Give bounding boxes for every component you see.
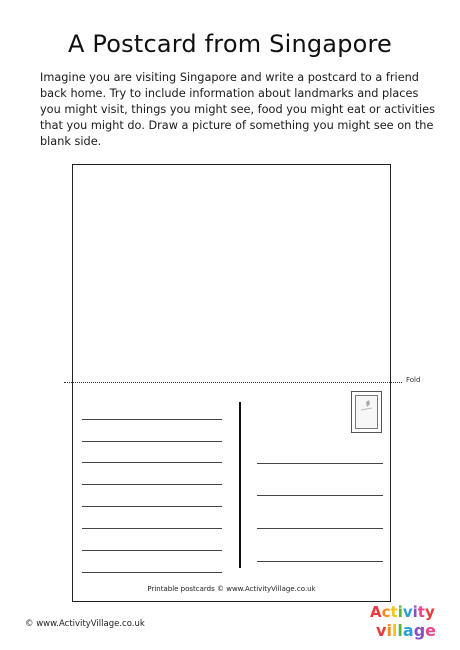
activity-village-logo	[368, 600, 448, 640]
footer-url: © www.ActivityVillage.co.uk	[25, 619, 145, 629]
message-divider	[239, 402, 241, 568]
message-line	[82, 441, 222, 442]
postcard-credit: Printable postcards © www.ActivityVillage.co.uk	[147, 585, 316, 593]
svg-text:Activity: Activity	[370, 603, 435, 621]
message-line	[82, 484, 222, 485]
address-line	[257, 495, 383, 496]
svg-text:village: village	[376, 621, 436, 640]
stamp-icon	[355, 395, 378, 429]
postcard-outline	[72, 164, 391, 602]
address-line	[257, 463, 383, 464]
address-line	[257, 561, 383, 562]
fold-label: Fold	[406, 376, 421, 384]
message-line	[82, 506, 222, 507]
fold-line	[64, 382, 402, 383]
page-title: A Postcard from Singapore	[67, 30, 393, 58]
address-line	[257, 528, 383, 529]
instructions-text: Imagine you are visiting Singapore and write a postcard to a friend back home. Try to include information about landmarks and places you might visit, things you might see, food you might eat or activities that you might do. Draw a picture of something you might see on the blank side.	[40, 71, 436, 148]
stamp-box	[351, 391, 382, 433]
message-line	[82, 419, 222, 420]
message-line	[82, 550, 222, 551]
message-line	[82, 462, 222, 463]
message-line	[82, 528, 222, 529]
message-line	[82, 572, 222, 573]
